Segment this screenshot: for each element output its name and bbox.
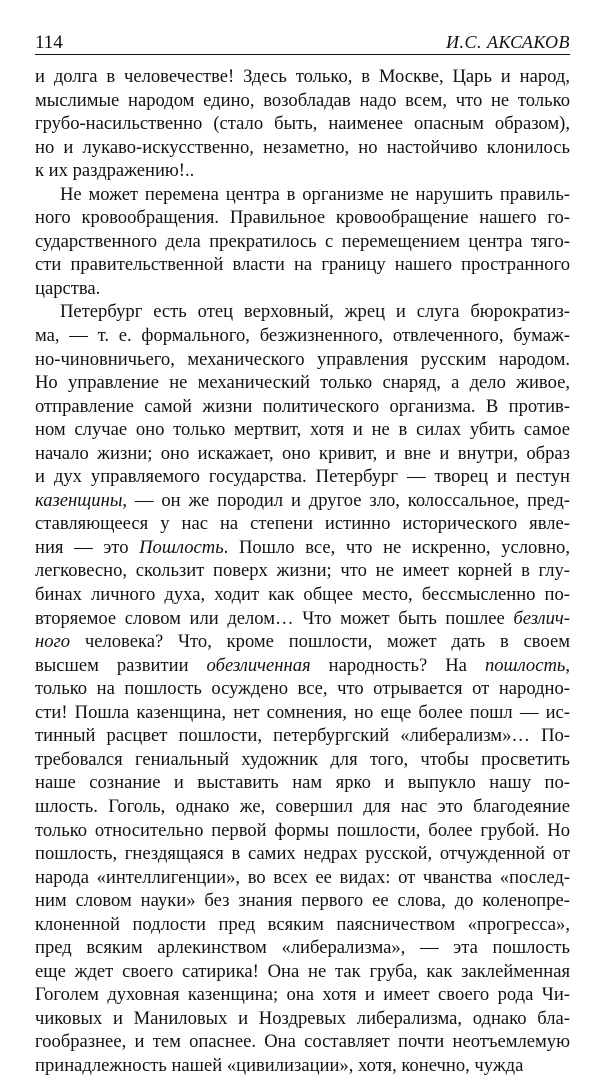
running-header (35, 32, 570, 55)
text-segment: клоненной подлости пред всяким паясничеством «прогресса», (35, 913, 570, 935)
body-text (35, 65, 570, 1078)
text-line (35, 465, 570, 489)
text-line (35, 842, 570, 866)
text-segment: ном случае оно только мертвит, хотя и не в силах убить самое (35, 419, 570, 441)
text-line (35, 607, 570, 631)
page-number: 114 (35, 32, 63, 53)
text-line (35, 536, 570, 560)
text-line (35, 771, 570, 795)
text-line (35, 748, 570, 772)
text-segment: пред всяким арлекинством «либерализма», — эта пошлость (35, 937, 570, 959)
italic-text: ного (35, 631, 71, 653)
text-segment: Гоголем духовная казенщина; она хотя и имеет своего рода Чи- (35, 984, 570, 1006)
text-segment: требовался гениальный художник для того, чтобы просветить (35, 748, 570, 770)
paragraph (35, 65, 570, 183)
text-line (35, 230, 570, 254)
text-line (35, 654, 570, 678)
text-segment: царства. (35, 277, 101, 299)
text-segment: начало жизни; оно искажает, оно кривит, и вне и внутри, образ (35, 442, 570, 464)
text-segment: шлость. Гоголь, однако же, совершил для нас это благодеяние (35, 795, 570, 817)
text-line (35, 489, 570, 513)
text-segment: бинах личного духа, ходит как общее место, бессмысленно по- (35, 584, 570, 606)
text-segment: народность? На (310, 654, 485, 676)
italic-text: казенщины (35, 489, 123, 511)
text-segment: чиковых и Маниловых и Ноздревых либерализма, однако бла- (35, 1007, 570, 1029)
text-line (35, 159, 570, 183)
text-segment: пошлость, гнездящаяся в самих недрах русской, отчужденной от (35, 843, 570, 865)
book-page (35, 32, 570, 1078)
text-line (35, 89, 570, 113)
text-segment: сти правительственной власти на границу нашего пространного (35, 254, 570, 276)
text-segment: тинный расцвет пошлости, петербургский «либерализм»… По- (35, 725, 570, 747)
text-line (35, 819, 570, 843)
text-segment: вторяемое словом или делом… Что может быть пошлее (35, 607, 514, 629)
text-line (35, 371, 570, 395)
text-line (35, 583, 570, 607)
text-segment: грубо-насильственно (стало быть, наименее опасным образом), (35, 113, 570, 135)
text-line (35, 1054, 570, 1078)
text-segment: но и лукаво-искусственно, незаметно, но настойчиво клонилось (35, 136, 570, 158)
text-line (35, 348, 570, 372)
text-segment: и дух управляемого государства. Петербург — творец и пестун (35, 466, 570, 488)
text-segment: ния — это (35, 536, 140, 558)
paragraph (35, 300, 570, 1077)
text-line (35, 795, 570, 819)
text-line (35, 559, 570, 583)
text-line (35, 913, 570, 937)
text-segment: мыслимые народом едино, возобладав надо всем, что не только (35, 89, 570, 111)
text-segment: только относительно первой формы пошлости, более грубой. Но (35, 819, 570, 841)
text-segment: наше сознание и выставить нам ярко и выпукло нашу по- (35, 772, 570, 794)
text-segment: гообразнее, и тем опаснее. Она составляет почти неотъемлемую (35, 1031, 570, 1053)
text-segment: ного кровообращения. Правильное кровообращение нашего го- (35, 207, 570, 229)
italic-text: Пошлость (139, 536, 224, 558)
text-segment: легковесно, скользит поверх жизни; что не имеет корней в глу- (35, 560, 570, 582)
paragraph (35, 183, 570, 301)
text-segment: отправление самой жизни политического организма. В против- (35, 395, 570, 417)
text-segment: сти! Пошла казенщина, нет сомнения, но еще более пошл — ис- (35, 701, 570, 723)
text-line (35, 65, 570, 89)
text-line (35, 418, 570, 442)
text-segment: ним словом науки» без знания первого ее слова, до коленопре- (35, 890, 570, 912)
text-line (35, 1030, 570, 1054)
text-line (35, 277, 570, 301)
text-line (35, 889, 570, 913)
text-line (35, 442, 570, 466)
text-segment: . Пошло все, что не искренно, условно, (223, 536, 570, 558)
text-line (35, 136, 570, 160)
text-line (35, 395, 570, 419)
text-segment: народа «интеллигенции», во всех ее видах: от чванства «послед- (35, 866, 570, 888)
text-segment: только на пошлость осуждено все, что отрывается от народно- (35, 678, 570, 700)
text-line (35, 183, 570, 207)
text-segment: сударственного дела прекратилось с перемещением центра тяго- (35, 230, 570, 252)
text-segment: Но управление не механический только снаряд, а дело живое, (35, 372, 570, 394)
text-segment: и долга в человечестве! Здесь только, в Москве, Царь и народ, (35, 66, 570, 87)
text-line (35, 1007, 570, 1031)
text-line (35, 960, 570, 984)
text-line (35, 630, 570, 654)
italic-text: обезличенная (206, 654, 311, 676)
text-line (35, 324, 570, 348)
text-segment: к их раздражению!.. (35, 160, 195, 182)
text-segment: еще ждет своего сатирика! Она не так груба, как заклейменная (35, 960, 570, 982)
running-title: И.С. АКСАКОВ (445, 32, 570, 52)
text-line (35, 724, 570, 748)
text-line (35, 701, 570, 725)
text-segment: Петербург есть отец верховный, жрец и слуга бюрократиз- (60, 301, 570, 323)
text-segment: Не может перемена центра в организме не нарушить правиль- (60, 183, 570, 205)
text-line (35, 983, 570, 1007)
text-line (35, 206, 570, 230)
text-line (35, 866, 570, 890)
italic-text: безлич- (513, 607, 570, 629)
text-line (35, 300, 570, 324)
text-segment: но-чиновничьего, механического управления русским народом. (35, 348, 570, 370)
text-segment: , (565, 654, 571, 676)
text-line (35, 512, 570, 536)
text-segment: ставляющееся у нас на степени истинно исторического явле- (35, 513, 570, 535)
text-line (35, 112, 570, 136)
text-line (35, 253, 570, 277)
text-segment: высшем развитии (35, 654, 207, 676)
text-line (35, 936, 570, 960)
text-segment: принадлежность нашей «цивилизации», хотя, конечно, чужда (35, 1054, 524, 1076)
text-segment: человека? Что, кроме пошлости, может дать в своем (70, 631, 570, 653)
text-line (35, 677, 570, 701)
text-segment: , — он же породил и другое зло, колоссальное, пред- (122, 489, 570, 511)
text-segment: ма, — т. е. формального, безжизненного, отвлеченного, бумаж- (35, 325, 570, 347)
italic-text: пошлость (484, 654, 566, 676)
